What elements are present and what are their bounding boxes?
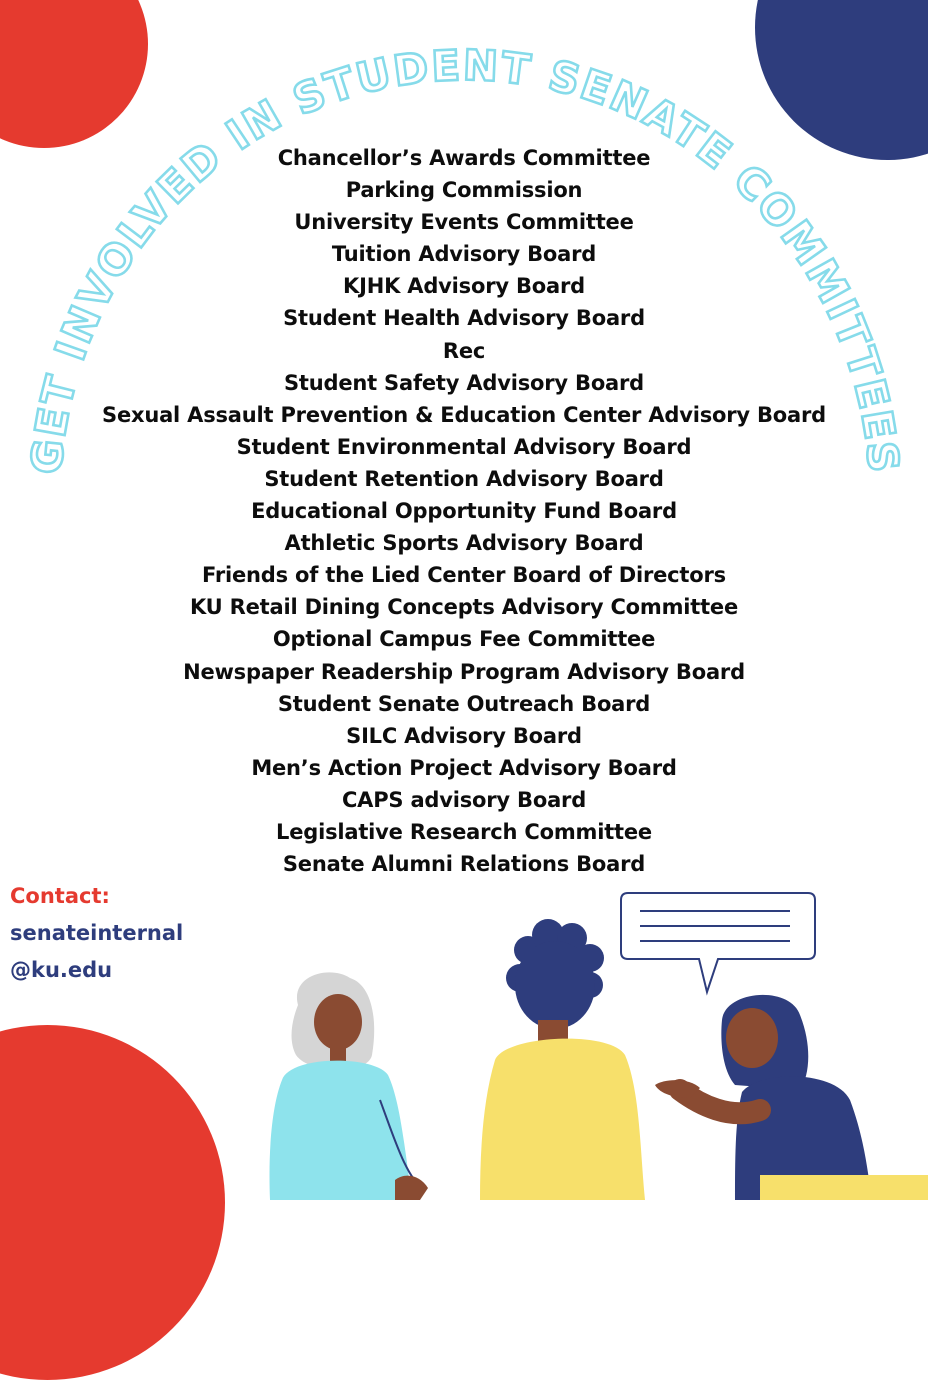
contact-email-line1[interactable]: senateinternal [10, 921, 184, 945]
committee-item: Chancellor’s Awards Committee [277, 146, 651, 170]
committee-item: Optional Campus Fee Committee [272, 627, 656, 652]
committee-list [0, 142, 928, 880]
contact-block [10, 878, 183, 989]
committee-item: Student Safety Advisory Board [283, 370, 645, 395]
person-right [655, 995, 928, 1200]
contact-email-line2[interactable]: @ku.edu [10, 958, 113, 982]
committee-item: Friends of the Lied Center Board of Directors [202, 563, 726, 588]
committee-item: Tuition Advisory Board [331, 242, 597, 267]
committee-item: Educational Opportunity Fund Board [251, 499, 677, 524]
committee-item: University Events Committee [294, 210, 634, 235]
decorative-circle-bottom-left [0, 1025, 225, 1380]
committee-item: Athletic Sports Advisory Board [284, 531, 644, 556]
committee-item: SILC Advisory Board [346, 723, 582, 748]
committee-item: Men’s Action Project Advisory Board [251, 755, 677, 780]
committee-item: Rec [442, 338, 486, 363]
committee-item: Newspaper Readership Program Advisory Board [183, 659, 745, 684]
committee-item: CAPS advisory Board [341, 787, 587, 812]
committee-item: KU Retail Dining Concepts Advisory Committee [189, 595, 739, 620]
committee-item: Parking Commission [345, 178, 583, 203]
committee-item: KJHK Advisory Board [343, 274, 585, 299]
headline-text: GET INVOLVED IN STUDENT SENATE COMMITTEES [21, 40, 909, 477]
committee-item: Sexual Assault Prevention & Education Center Advisory Board [102, 402, 826, 427]
contact-heading: Contact: [10, 884, 110, 908]
committee-item: Senate Alumni Relations Board [282, 852, 646, 877]
speech-bubble-icon [621, 893, 815, 992]
people-illustration [240, 880, 928, 1200]
committee-item: Student Environmental Advisory Board [236, 434, 692, 459]
person-middle [480, 919, 645, 1200]
committee-item: Legislative Research Committee [276, 819, 652, 844]
committee-item: Student Health Advisory Board [283, 306, 645, 331]
committee-item: Student Senate Outreach Board [277, 691, 651, 716]
committee-item: Student Retention Advisory Board [264, 466, 664, 491]
person-left [270, 972, 429, 1200]
